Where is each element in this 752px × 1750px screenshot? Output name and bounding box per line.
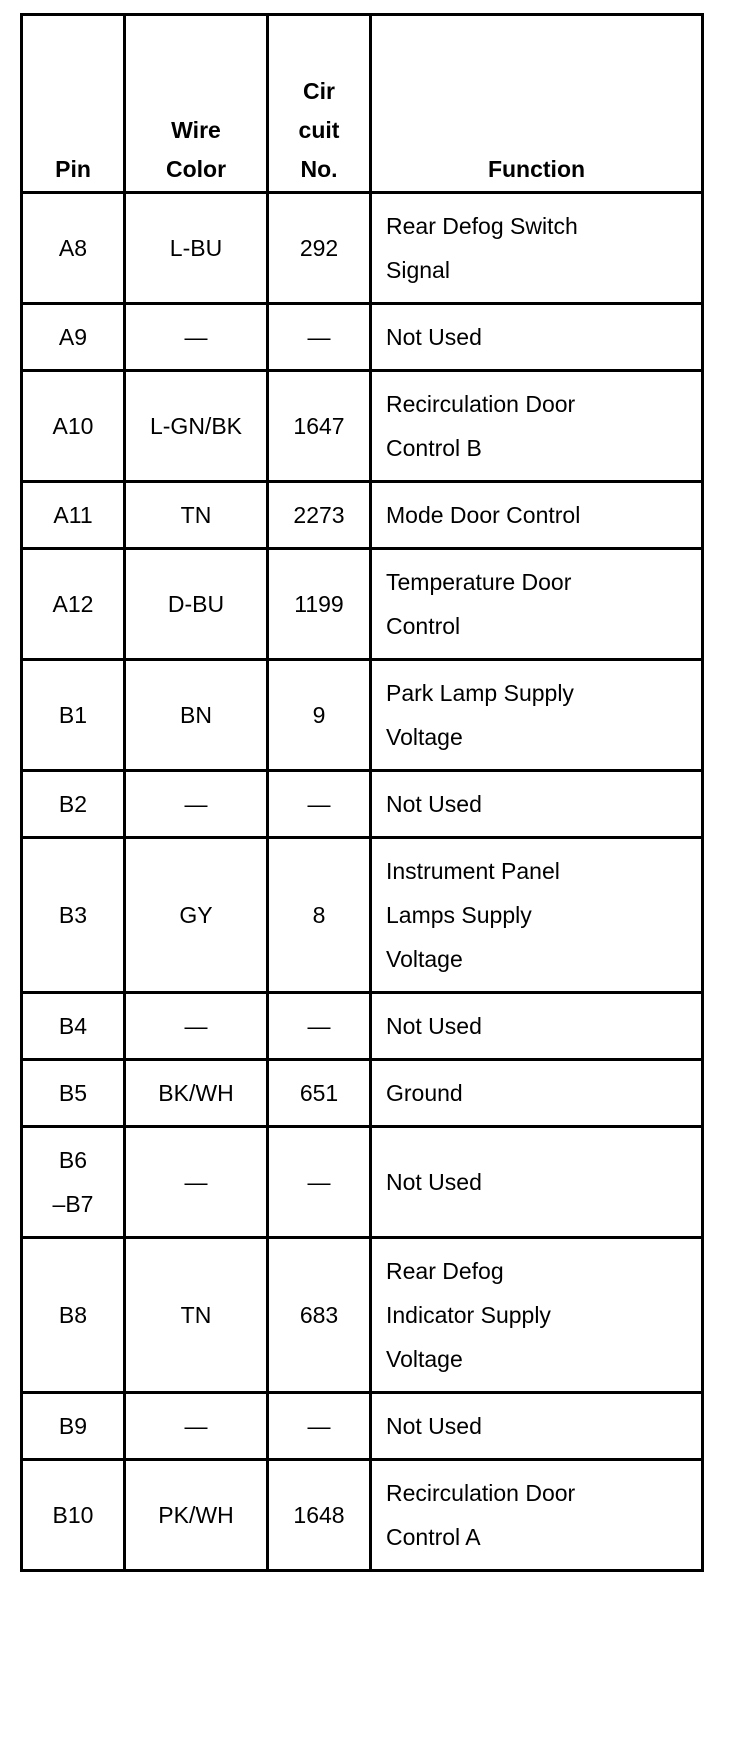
- pin-cell: B6 –B7: [22, 1127, 125, 1238]
- wire-color-cell: GY: [125, 838, 268, 993]
- wire-color-cell: —: [125, 304, 268, 371]
- header-pin: Pin: [22, 15, 125, 193]
- pin-cell: B10: [22, 1460, 125, 1571]
- pin-cell: B4: [22, 993, 125, 1060]
- function-cell: Park Lamp Supply Voltage: [371, 660, 703, 771]
- wire-color-cell: TN: [125, 482, 268, 549]
- table-row: [22, 838, 703, 993]
- circuit-cell: 292: [268, 193, 371, 304]
- function-cell: Rear Defog Switch Signal: [371, 193, 703, 304]
- table-row: [22, 1460, 703, 1571]
- header-row: [22, 15, 703, 193]
- wire-color-cell: BK/WH: [125, 1060, 268, 1127]
- circuit-cell: 683: [268, 1238, 371, 1393]
- pin-cell: A12: [22, 549, 125, 660]
- circuit-cell: —: [268, 993, 371, 1060]
- pin-cell: A11: [22, 482, 125, 549]
- table-row: [22, 1238, 703, 1393]
- pin-cell: B9: [22, 1393, 125, 1460]
- circuit-cell: 1648: [268, 1460, 371, 1571]
- table-row: [22, 549, 703, 660]
- wire-color-cell: BN: [125, 660, 268, 771]
- table-row: [22, 993, 703, 1060]
- table-row: [22, 193, 703, 304]
- function-cell: Ground: [371, 1060, 703, 1127]
- function-cell: Not Used: [371, 993, 703, 1060]
- table-row: [22, 304, 703, 371]
- circuit-cell: 9: [268, 660, 371, 771]
- circuit-cell: —: [268, 1127, 371, 1238]
- table-row: [22, 371, 703, 482]
- function-cell: Not Used: [371, 771, 703, 838]
- pin-cell: A10: [22, 371, 125, 482]
- table-row: [22, 482, 703, 549]
- table-row: [22, 660, 703, 771]
- function-cell: Rear Defog Indicator Supply Voltage: [371, 1238, 703, 1393]
- wire-color-cell: L-BU: [125, 193, 268, 304]
- pin-cell: B2: [22, 771, 125, 838]
- circuit-cell: —: [268, 304, 371, 371]
- function-cell: Not Used: [371, 1393, 703, 1460]
- function-cell: Recirculation Door Control B: [371, 371, 703, 482]
- pin-cell: B5: [22, 1060, 125, 1127]
- header-circuit-no: Cir cuit No.: [268, 15, 371, 193]
- pin-cell: A8: [22, 193, 125, 304]
- pinout-table: [20, 13, 704, 1572]
- pin-cell: B3: [22, 838, 125, 993]
- table-row: [22, 771, 703, 838]
- pin-cell: A9: [22, 304, 125, 371]
- circuit-cell: —: [268, 1393, 371, 1460]
- function-cell: Temperature Door Control: [371, 549, 703, 660]
- circuit-cell: 2273: [268, 482, 371, 549]
- function-cell: Instrument Panel Lamps Supply Voltage: [371, 838, 703, 993]
- wire-color-cell: TN: [125, 1238, 268, 1393]
- circuit-cell: 1199: [268, 549, 371, 660]
- pin-cell: B1: [22, 660, 125, 771]
- pin-cell: B8: [22, 1238, 125, 1393]
- wire-color-cell: D-BU: [125, 549, 268, 660]
- wire-color-cell: L-GN/BK: [125, 371, 268, 482]
- table-row: [22, 1060, 703, 1127]
- function-cell: Recirculation Door Control A: [371, 1460, 703, 1571]
- circuit-cell: 8: [268, 838, 371, 993]
- circuit-cell: 651: [268, 1060, 371, 1127]
- wire-color-cell: —: [125, 993, 268, 1060]
- function-cell: Not Used: [371, 304, 703, 371]
- function-cell: Mode Door Control: [371, 482, 703, 549]
- circuit-cell: 1647: [268, 371, 371, 482]
- table-row: [22, 1127, 703, 1238]
- wire-color-cell: —: [125, 1127, 268, 1238]
- header-function: Function: [371, 15, 703, 193]
- table-row: [22, 1393, 703, 1460]
- wire-color-cell: —: [125, 1393, 268, 1460]
- header-wire-color: Wire Color: [125, 15, 268, 193]
- table-body: [22, 193, 703, 1571]
- wire-color-cell: PK/WH: [125, 1460, 268, 1571]
- circuit-cell: —: [268, 771, 371, 838]
- function-cell: Not Used: [371, 1127, 703, 1238]
- wire-color-cell: —: [125, 771, 268, 838]
